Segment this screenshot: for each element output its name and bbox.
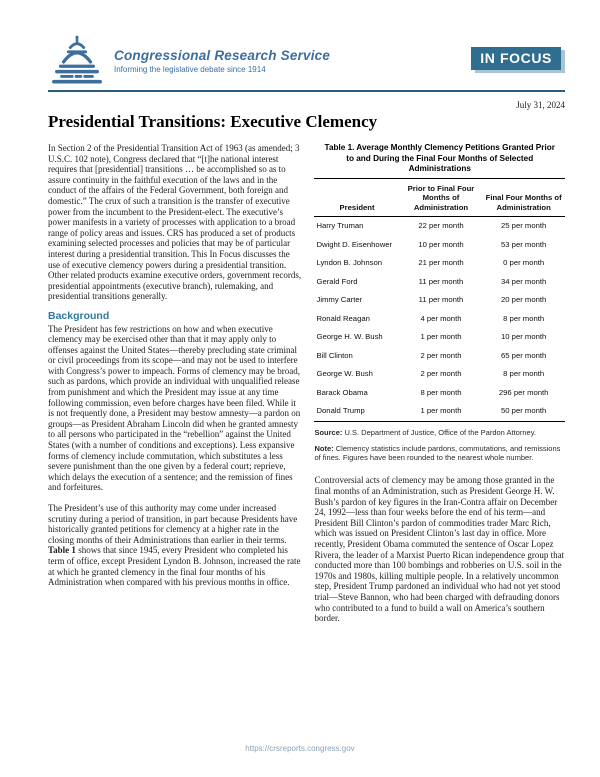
- col-header-president: President: [314, 178, 399, 217]
- publication-date: July 31, 2024: [516, 100, 565, 110]
- header-divider: [48, 90, 565, 92]
- cell-prior: 4 per month: [420, 313, 462, 323]
- footer-url[interactable]: https://crsreports.congress.gov: [245, 744, 355, 753]
- table-header-row: [314, 178, 565, 217]
- cell-president: Gerald Ford: [316, 276, 358, 286]
- note-text: Clemency statistics include pardons, commutations, and remissions of fines. Figures have been rounded to the nearest whole number.: [314, 443, 561, 463]
- in-focus-badge: IN FOCUS: [471, 47, 561, 70]
- cell-final: 8 per month: [503, 369, 545, 378]
- crs-logo-text: [114, 48, 330, 74]
- background-paragraph: The President has few restrictions on how and when executive clemency may be exercised other than that it may apply only to offenses against the United States—thereby precluding state criminal or civil proceedings from its scope—and may not be used to interfere with Congress’s power to impeach. Forms of clemency may be broad, such as pardons, which provide an individual with unqualified release from punishment and which the President may issue at any time following commission, even before charges have been filed. While it is not frequently done, a President may bestow amnesty—a pardon on groups—as President Abraham Lincoln did when he granted amnesty to all persons who participated in the “rebellion” against the United States (with a number of conditions and exceptions). Less expansive forms of clemency include commutation, which substitutes a less severe punishment than the one given by a federal court; reprieve, which delays the execution of a sentence; and the remission of fines and forfeitures.: [48, 323, 301, 493]
- table-row: [314, 365, 565, 384]
- cell-prior: 11 per month: [418, 276, 464, 286]
- intro-paragraph: In Section 2 of the Presidential Transition Act of 1963 (as amended; 3 U.S.C. 102 note), Congress declared that “[t]he national interest requires that [presidential] transitions … be accomplished so as to assure continuity in the faithful execution of the laws and in the conduct of the affairs of the Federal Government, both foreign and domestic.” The crux of such a transition is the transfer of executive power from the incumbent to the President-elect. The executive’s power manifests in a variety of processes with application to a broad range of policy areas and issues. CRS has produced a set of products examining selected processes and policies that may be of particular interest during a presidential transition. This In Focus discusses the use of executive clemency powers during a presidential transition. Other related products examine executive orders, government records, presidential appointments (executive branch), rulemaking, and presidential transitions generally.: [48, 143, 302, 302]
- cell-president: Jimmy Carter: [316, 295, 363, 304]
- cell-president: George H. W. Bush: [316, 332, 383, 341]
- table-row: [314, 254, 565, 273]
- left-column: [48, 143, 303, 624]
- cell-prior: 22 per month: [418, 221, 464, 230]
- table-row: [314, 402, 565, 421]
- scrutiny-text-after: shows that since 1945, every President who completed his term of office, except President Lyndon B. Johnson, increased the rate at which he granted clemency in the final four months of his Administration when compared with his previous months in office.: [48, 545, 301, 588]
- cell-prior: 21 per month: [418, 258, 464, 267]
- two-column-layout: [48, 143, 565, 624]
- cell-final: 34 per month: [501, 276, 547, 286]
- cell-final: 0 per month: [503, 258, 545, 267]
- cell-prior: 10 per month: [418, 239, 464, 249]
- cell-president: George W. Bush: [316, 369, 373, 378]
- controversial-clemency-paragraph: Controversial acts of clemency may be among those granted in the final months of an Administration, such as President George H. W. Bush’s pardon of key figures in the Iran-Contra affair on December 24, 1992—less than four weeks before the end of his term—and President Bill Clinton’s pardon of commodities trader Marc Rich, which was issued on President Clinton’s last day in office. More recently, President Obama commuted the sentence of Oscar Lopez Rivera, the leader of a Marxist Puerto Rican independence group that conducted more than 100 bombings and robberies on U.S. soil in the 1970s and 1980s, killing multiple people. In a relatively uncommon step, President Trump pardoned an individual who had not yet stood trial—Steve Bannon, who had been charged with defrauding donors who contributed to a fund to build a wall on America’s southern border.: [314, 475, 565, 624]
- cell-final: 50 per month: [482, 402, 565, 421]
- clemency-table: [314, 178, 565, 422]
- cell-final: 53 per month: [501, 239, 547, 249]
- table-row: [314, 291, 565, 310]
- cell-prior: 8 per month: [420, 387, 462, 397]
- table-row: [314, 328, 565, 347]
- document-header: [48, 34, 565, 87]
- cell-prior: 11 per month: [418, 295, 464, 304]
- table-row: [314, 273, 565, 292]
- cell-president: Harry Truman: [316, 221, 364, 230]
- org-tagline: Informing the legislative debate since 1914: [114, 65, 266, 74]
- source-label: Source:: [314, 427, 343, 437]
- cell-president: Lyndon B. Johnson: [316, 258, 383, 267]
- scrutiny-paragraph: [48, 503, 303, 588]
- cell-president: Bill Clinton: [316, 350, 353, 360]
- cell-prior: 1 per month: [420, 332, 462, 341]
- cell-prior: 1 per month: [400, 402, 483, 421]
- cell-final: 65 per month: [501, 350, 547, 360]
- cell-final: 10 per month: [501, 332, 547, 341]
- note-label: Note:: [314, 443, 334, 453]
- org-name: Congressional Research Service: [114, 48, 331, 63]
- page-title: Presidential Transitions: Executive Clemency: [48, 112, 378, 131]
- table-source: [314, 428, 565, 437]
- cell-prior: 2 per month: [420, 369, 462, 378]
- table-1-reference: Table 1: [48, 545, 76, 556]
- table-row: [314, 347, 565, 366]
- table-row: [314, 217, 565, 236]
- col-header-final: Final Four Months of Administration: [482, 178, 565, 217]
- table-header: [314, 178, 565, 217]
- table-title: Table 1. Average Monthly Clemency Petitions Granted Prior to and During the Final Four Months of Selected Administrations: [324, 143, 555, 173]
- cell-final: 8 per month: [503, 313, 545, 323]
- background-heading: Background: [48, 309, 110, 322]
- cell-final: 25 per month: [501, 221, 547, 230]
- table-row: [314, 384, 565, 403]
- cell-final: 20 per month: [501, 295, 547, 304]
- cell-final: 296 per month: [498, 387, 549, 397]
- cell-prior: 2 per month: [420, 350, 462, 360]
- scrutiny-text-before: The President’s use of this authority may come under increased scrutiny during a period of transition, in part because Presidents have historically granted petitions for clemency at a higher rate in the closing months of their Administrations than earlier in their terms.: [48, 503, 298, 545]
- table-note: [314, 444, 565, 463]
- cell-president: Barack Obama: [316, 387, 368, 397]
- source-text: U.S. Department of Justice, Office of the Pardon Attorney.: [342, 427, 536, 437]
- cell-president: Dwight D. Eisenhower: [316, 239, 393, 249]
- capitol-dome-icon: [48, 35, 106, 87]
- col-header-prior: Prior to Final Four Months of Administration: [400, 178, 483, 217]
- crs-logo: [48, 34, 330, 87]
- table-body: [314, 217, 565, 422]
- cell-president: Ronald Reagan: [316, 313, 370, 323]
- table-row: [314, 310, 565, 329]
- cell-president: Donald Trump: [314, 402, 399, 421]
- right-column: [314, 143, 565, 624]
- table-row: [314, 236, 565, 255]
